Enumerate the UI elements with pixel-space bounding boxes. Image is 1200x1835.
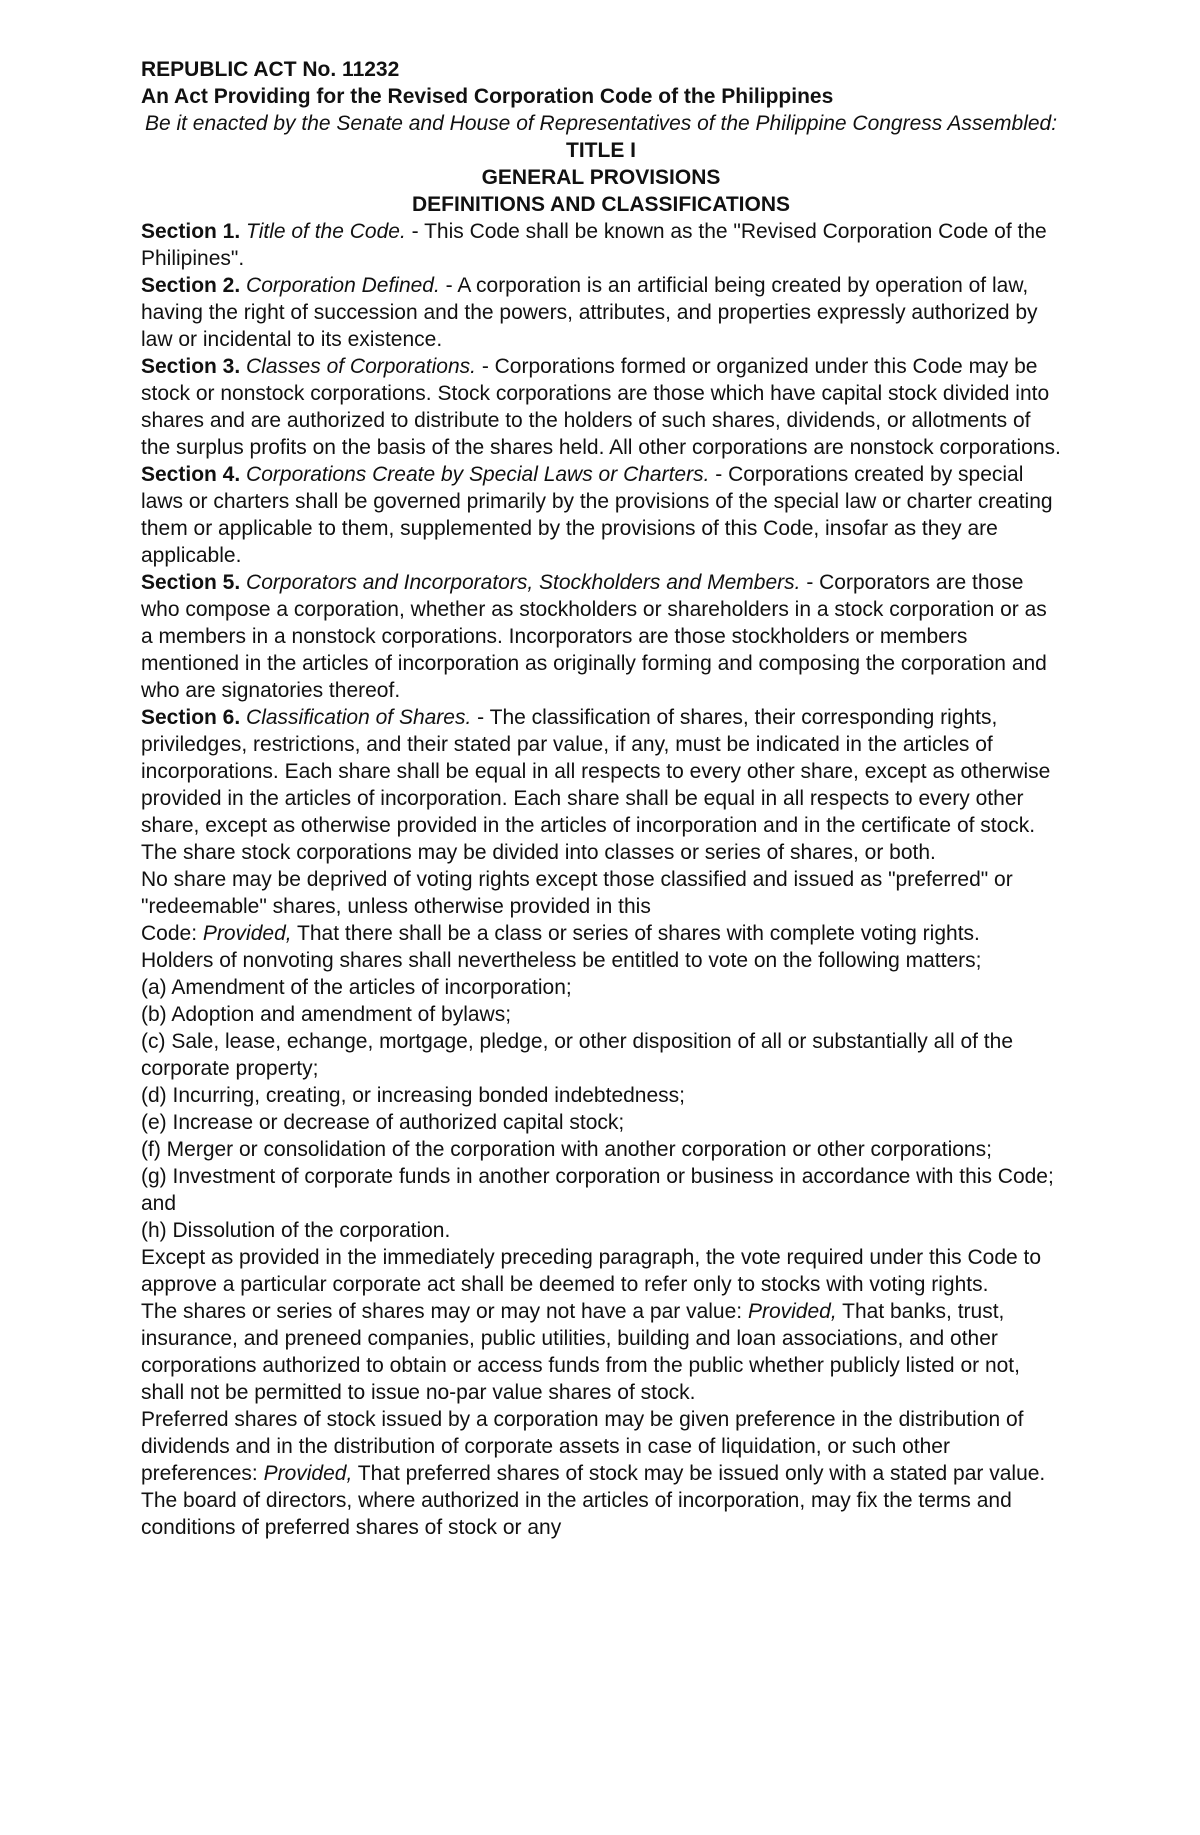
list-item: (d) Incurring, creating, or increasing bonded indebtedness;	[141, 1084, 685, 1107]
paragraph-text: That banks, trust, insurance, and preneed companies, public utilities, building and loan associations, and other corporations authorized to obtain or access funds from the public whether publicly listed or not, shall not be permitted to issue no-par value shares of stock.	[141, 1300, 1020, 1404]
paragraph	[141, 1406, 1061, 1541]
list-item: (e) Increase or decrease of authorized capital stock;	[141, 1111, 625, 1134]
proviso: Provided,	[747, 1300, 837, 1323]
section-text: - This Code shall be known as the "Revised Corporation Code of the Philipines".	[141, 220, 1047, 270]
section-heading: Corporations Create by Special Laws or Charters.	[246, 463, 710, 486]
act-title: An Act Providing for the Revised Corporation Code of the Philippines	[141, 85, 834, 108]
paragraph	[141, 1298, 1061, 1406]
section-heading: Corporators and Incorporators, Stockholders and Members.	[246, 571, 801, 594]
title-name: GENERAL PROVISIONS	[481, 166, 721, 189]
section-text: - Corporations created by special laws or charters shall be governed primarily by the provisions of the special law or charter creating them or applicable to them, supplemented by the provisions of this Code, insofar as they are applicable.	[141, 463, 1053, 567]
section-heading: Classes of Corporations.	[246, 355, 476, 378]
section-heading: Classification of Shares.	[246, 706, 472, 729]
section-5	[141, 569, 1061, 704]
proviso: Provided,	[202, 922, 292, 945]
paragraph-text: Preferred shares of stock issued by a corporation may be given preference in the distribution of dividends and in the distribution of corporate assets in case of liquidation, or such other preferences:	[141, 1408, 1024, 1485]
section-heading: Title of the Code.	[246, 220, 406, 243]
paragraph: Except as provided in the immediately preceding paragraph, the vote required under this Code to approve a particular corporate act shall be deemed to refer only to stocks with voting rights.	[141, 1246, 1042, 1296]
list-item: (c) Sale, lease, echange, mortgage, pledge, or other disposition of all or substantially all of the corporate property;	[141, 1030, 1014, 1080]
list-item: (g) Investment of corporate funds in another corporation or business in accordance with this Code; and	[141, 1165, 1054, 1215]
enacting-clause: Be it enacted by the Senate and House of Representatives of the Philippine Congress Assembled:	[144, 112, 1058, 135]
section-6	[141, 704, 1061, 839]
paragraph: Holders of nonvoting shares shall nevertheless be entitled to vote on the following matters;	[141, 949, 982, 972]
list-item: (b) Adoption and amendment of bylaws;	[141, 1003, 512, 1026]
paragraph-text: That preferred shares of stock may be issued only with a stated par value. The board of directors, where authorized in the articles of incorporation, may fix the terms and conditions of preferred shares of stock or any	[141, 1462, 1046, 1539]
section-1	[141, 218, 1061, 272]
paragraph: The share stock corporations may be divided into classes or series of shares, or both.	[141, 841, 936, 864]
list-item: (f) Merger or consolidation of the corporation with another corporation or other corporations;	[141, 1138, 992, 1161]
proviso: Provided,	[263, 1462, 353, 1485]
paragraph: No share may be deprived of voting rights except those classified and issued as "preferred" or "redeemable" shares, unless otherwise provided in this	[141, 868, 1013, 918]
section-label: Section 4.	[141, 463, 241, 486]
paragraph	[141, 920, 1061, 947]
list-item: (h) Dissolution of the corporation.	[141, 1219, 451, 1242]
section-label: Section 1.	[141, 220, 241, 243]
section-text: - Corporations formed or organized under this Code may be stock or nonstock corporations. Stock corporations are those which have capital stock divided into shares and are authorized to distribute to the holders of such shares, dividends, or allotments of the surplus profits on the basis of the shares held. All other corporations are nonstock corporations.	[141, 355, 1061, 459]
paragraph-text: The shares or series of shares may or may not have a par value:	[141, 1300, 748, 1323]
section-text: - The classification of shares, their corresponding rights, priviledges, restrictions, and their stated par value, if any, must be indicated in the articles of incorporations. Each share shall be equal in all respects to every other share, except as otherwise provided in the articles of incorporation. Each share shall be equal in all respects to every other share, except as otherwise provided in the articles of incorporation and in the certificate of stock.	[141, 706, 1051, 837]
chapter-name: DEFINITIONS AND CLASSIFICATIONS	[412, 193, 790, 216]
section-text: - A corporation is an artificial being created by operation of law, having the right of succession and the powers, attributes, and properties expressly authorized by law or incidental to its existence.	[141, 274, 1038, 351]
section-heading: Corporation Defined.	[246, 274, 440, 297]
paragraph-text: Code:	[141, 922, 203, 945]
title-label: TITLE I	[566, 139, 636, 162]
list-item: (a) Amendment of the articles of incorporation;	[141, 976, 572, 999]
section-4	[141, 461, 1061, 569]
section-label: Section 2.	[141, 274, 241, 297]
section-3	[141, 353, 1061, 461]
paragraph-text: That there shall be a class or series of shares with complete voting rights.	[291, 922, 980, 945]
section-2	[141, 272, 1061, 353]
document-page	[141, 56, 1061, 1541]
act-number: REPUBLIC ACT No. 11232	[141, 58, 400, 81]
section-label: Section 6.	[141, 706, 241, 729]
section-text: - Corporators are those who compose a corporation, whether as stockholders or shareholders in a stock corporation or as a members in a nonstock corporations. Incorporators are those stockholders or members mentioned in the articles of incorporation as originally forming and composing the corporation and who are signatories thereof.	[141, 571, 1047, 702]
section-label: Section 5.	[141, 571, 241, 594]
section-label: Section 3.	[141, 355, 241, 378]
